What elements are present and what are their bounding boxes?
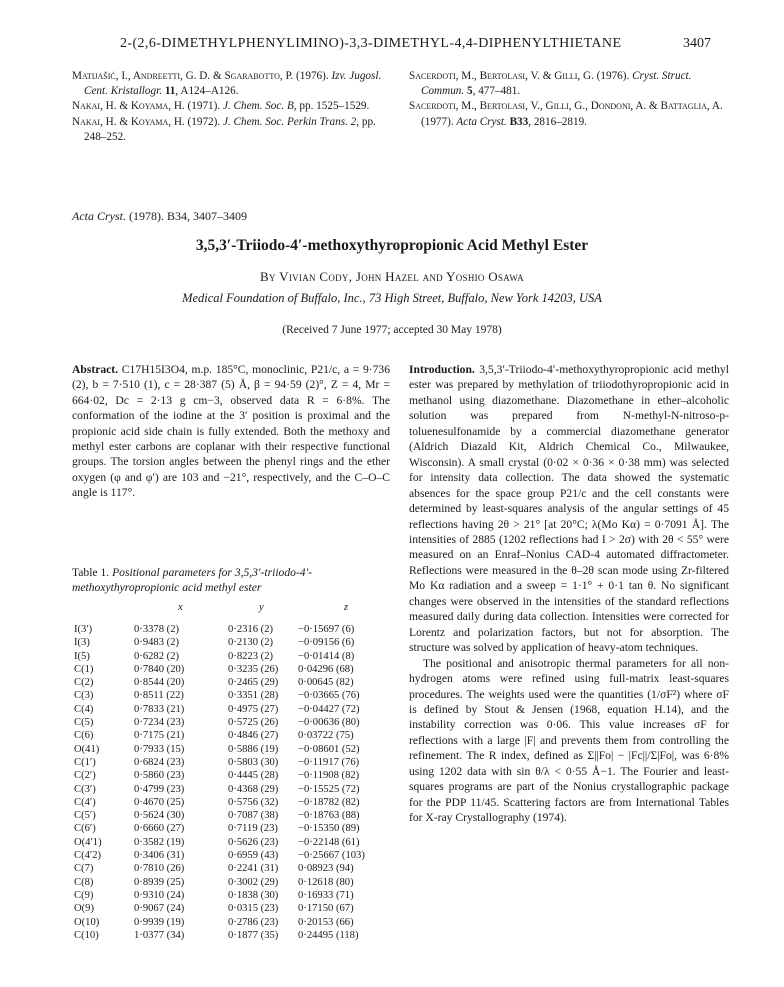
- cell-y: 0·3235 (26): [228, 663, 279, 675]
- cell-z: −0·11917 (76): [298, 756, 360, 768]
- cell-x: 0·7833 (21): [134, 703, 185, 715]
- cell-y: 0·3002 (29): [228, 876, 279, 888]
- cell-z: 0·00645 (82): [298, 677, 354, 689]
- cell-x: 0·3378 (2): [134, 624, 180, 635]
- cell-z: 0·20153 (66): [298, 916, 354, 928]
- table-row: [74, 836, 390, 849]
- table-row: [74, 889, 390, 902]
- abstract: [72, 362, 390, 501]
- cell-z: −0·22148 (61): [298, 836, 360, 848]
- cell-x: 0·3582 (19): [134, 836, 185, 848]
- cell-x: 0·3406 (31): [134, 850, 185, 862]
- cell-x: 0·8511 (22): [134, 690, 184, 702]
- cell-atom: C(6′): [74, 823, 96, 835]
- table-body: [74, 623, 390, 942]
- cell-x: 0·5624 (30): [134, 810, 185, 822]
- page-number: 3407: [683, 36, 711, 51]
- cell-atom: C(1): [74, 663, 94, 675]
- cell-atom: C(4′2): [74, 850, 102, 862]
- cell-x: 0·9483 (2): [134, 637, 180, 649]
- table-row: [74, 650, 390, 663]
- cell-atom: C(6): [74, 730, 94, 742]
- cell-x: 1·0377 (34): [134, 929, 185, 941]
- reference-item: Nakai, H. & Koyama, H. (1971). J. Chem. Soc. B, pp. 1525–1529.: [72, 100, 370, 113]
- cell-x: 0·8939 (25): [134, 876, 185, 888]
- cell-z: −0·00636 (80): [298, 717, 360, 729]
- cell-x: 0·6282 (2): [134, 650, 180, 662]
- cell-x: 0·7933 (15): [134, 743, 185, 755]
- cell-y: 0·4975 (27): [228, 703, 279, 715]
- cell-atom: O(41): [74, 743, 100, 755]
- cell-y: 0·2786 (23): [228, 916, 279, 928]
- table-row: [74, 916, 390, 929]
- cell-x: 0·9939 (19): [134, 916, 185, 928]
- cell-atom: C(10): [74, 929, 99, 941]
- cell-y: 0·4368 (29): [228, 783, 279, 795]
- cell-y: 0·4846 (27): [228, 730, 279, 742]
- table-row: [74, 769, 390, 782]
- cell-y: 0·1838 (30): [228, 889, 279, 901]
- table-row: [74, 876, 390, 889]
- column-header-z: z: [344, 602, 349, 613]
- cell-atom: O(9): [74, 903, 95, 915]
- table-row: [74, 822, 390, 835]
- cell-atom: O(10): [74, 916, 100, 928]
- cell-y: 0·2130 (2): [228, 637, 274, 649]
- cell-atom: C(4′): [74, 796, 96, 808]
- affiliation: Medical Foundation of Buffalo, Inc., 73 High Street, Buffalo, New York 14203, USA: [182, 291, 602, 305]
- positional-parameters-table: [74, 601, 390, 942]
- table-row: [74, 689, 390, 702]
- references-left: [72, 69, 392, 145]
- cell-x: 0·4799 (23): [134, 783, 185, 795]
- cell-y: 0·5803 (30): [228, 756, 279, 768]
- cell-z: −0·18782 (82): [298, 796, 360, 808]
- cell-z: −0·18763 (88): [298, 810, 360, 822]
- cell-atom: C(4): [74, 703, 94, 715]
- table-row: [74, 929, 390, 942]
- cell-y: 0·5886 (19): [228, 743, 279, 755]
- cell-atom: C(1′): [74, 756, 96, 768]
- table-row: [74, 676, 390, 689]
- cell-atom: C(2): [74, 677, 94, 689]
- cell-atom: I(3): [74, 637, 90, 649]
- column-header-y: y: [259, 602, 264, 613]
- table-header-row: [74, 601, 390, 623]
- cell-z: 0·16933 (71): [298, 889, 354, 901]
- cell-atom: C(2′): [74, 770, 96, 782]
- cell-y: 0·0315 (23): [228, 903, 279, 915]
- cell-atom: I(3′): [74, 624, 93, 635]
- cell-z: −0·15697 (6): [298, 624, 355, 635]
- table-row: [74, 716, 390, 729]
- cell-z: −0·03665 (76): [298, 690, 360, 702]
- cell-atom: C(8): [74, 876, 94, 888]
- table-caption: Table 1. Positional parameters for 3,5,3′-triiodo-4′-methoxythyropropionic acid methyl ester: [72, 566, 313, 595]
- table-row: [74, 756, 390, 769]
- table-row: [74, 809, 390, 822]
- cell-x: 0·6660 (27): [134, 823, 185, 835]
- cell-z: 0·04296 (68): [298, 663, 354, 675]
- cell-x: 0·6824 (23): [134, 756, 185, 768]
- table-row: [74, 743, 390, 756]
- cell-x: 0·5860 (23): [134, 770, 185, 782]
- table-row: [74, 729, 390, 742]
- cell-y: 0·4445 (28): [228, 770, 279, 782]
- cell-y: 0·3351 (28): [228, 690, 279, 702]
- cell-z: −0·15525 (72): [298, 783, 360, 795]
- table-row: [74, 849, 390, 862]
- column-header-x: x: [178, 602, 183, 613]
- table-row: [74, 636, 390, 649]
- table-row: [74, 623, 390, 636]
- cell-y: 0·1877 (35): [228, 929, 279, 941]
- table-row: [74, 663, 390, 676]
- intro-paragraph: Introduction. 3,5,3′-Triiodo-4′-methoxythyropropionic acid methyl ester was prepared by methylation of triiodothyropropionic acid in methanol using diazomethane. Diazomethane in ether–alcoholic solution was prepared from N-methyl-N-nitroso-p-toluenesulfonamide by a commercial diazomethane generator (Aldrich Diazald Kit, Aldrich Chemical Co., Milwaukee, Wisconsin). A small crystal (0·02 × 0·36 × 0·38 mm) was selected for intensity data collection. The data showed the systematic absences for the space group P21/c and the cell constants were determined by least-squares analysis of the angular settings of 45 reflections having 2θ > 21° [at 20°C; λ(Mo Kα) = 0·7091 Å]. The intensities of 2885 (1202 reflections had I > 2σ) with 2θ < 55° were measured on an Enraf–Nonius CAD-4 automated diffractometer. Reflections were measured in the θ–2θ scan mode using Zr-filtered Mo Kα radiation and a sweep = 1·1° + 0·1 tan θ. No significant changes were observed in the intensities of the standard reflections measured daily during data collection. Intensities were corrected for Lorentz and polarization factors, but not for absorption. The structure was solved by application of heavy-atom techniques.: [409, 363, 729, 655]
- running-title: 2-(2,6-DIMETHYLPHENYLIMINO)-3,3-DIMETHYL-4,4-DIPHENYLTHIETANE: [120, 36, 622, 51]
- cell-x: 0·7234 (23): [134, 717, 185, 729]
- references-right: [409, 69, 729, 130]
- table-row: [74, 902, 390, 915]
- cell-y: 0·8223 (2): [228, 650, 274, 662]
- cell-x: 0·7175 (21): [134, 730, 185, 742]
- cell-x: 0·9067 (24): [134, 903, 185, 915]
- cell-z: −0·01414 (8): [298, 650, 355, 662]
- cell-x: 0·7810 (26): [134, 863, 185, 875]
- table-row: [74, 703, 390, 716]
- cell-y: 0·7087 (38): [228, 810, 279, 822]
- cell-y: 0·5725 (26): [228, 717, 279, 729]
- reference-item: Nakai, H. & Koyama, H. (1972). J. Chem. Soc. Perkin Trans. 2, pp. 248–252.: [72, 115, 376, 143]
- received-date: (Received 7 June 1977; accepted 30 May 1978): [282, 324, 502, 336]
- cell-z: 0·12618 (80): [298, 876, 354, 888]
- cell-atom: I(5): [74, 650, 90, 662]
- cell-z: 0·17150 (67): [298, 903, 354, 915]
- article-title: 3,5,3′-Triiodo-4′-methoxythyropropionic Acid Methyl Ester: [195, 237, 589, 254]
- cell-y: 0·2465 (29): [228, 677, 279, 689]
- cell-z: −0·04427 (72): [298, 703, 360, 715]
- cell-atom: C(3′): [74, 783, 96, 795]
- cell-z: −0·25667 (103): [298, 850, 365, 862]
- cell-x: 0·7840 (20): [134, 663, 185, 675]
- cell-z: 0·24495 (118): [298, 929, 359, 941]
- cell-z: −0·15350 (89): [298, 823, 360, 835]
- table-row: [74, 862, 390, 875]
- cell-z: 0·03722 (75): [298, 730, 354, 742]
- cell-x: 0·8544 (20): [134, 677, 185, 689]
- cell-y: 0·7119 (23): [228, 823, 278, 835]
- journal-citation: Acta Cryst. (1978). B34, 3407–3409: [72, 209, 247, 223]
- cell-atom: O(4′1): [74, 836, 102, 848]
- page-header: [0, 36, 784, 56]
- cell-y: 0·5626 (23): [228, 836, 279, 848]
- cell-z: −0·11908 (82): [298, 770, 360, 782]
- cell-y: 0·6959 (43): [228, 850, 279, 862]
- article-authors: By Vivian Cody, John Hazel and Yoshio Osawa: [260, 269, 524, 284]
- cell-x: 0·9310 (24): [134, 889, 185, 901]
- cell-z: −0·08601 (52): [298, 743, 360, 755]
- table-row: [74, 783, 390, 796]
- cell-x: 0·4670 (25): [134, 796, 185, 808]
- table-row: [74, 796, 390, 809]
- cell-atom: C(5): [74, 717, 94, 729]
- reference-item: Sacerdoti, M., Bertolasi, V., Gilli, G., Dondoni, A. & Battaglia, A. (1977). Acta Cryst. B33, 2816–2819.: [409, 100, 723, 128]
- cell-atom: C(7): [74, 863, 94, 875]
- cell-atom: C(5′): [74, 810, 96, 822]
- abstract-heading: Abstract.: [72, 363, 119, 376]
- reference-item: Matijašić, I., Andreetti, G. D. & Sgarabotto, P. (1976). Izv. Jugosl. Cent. Kristallogr. 11, A124–A126.: [72, 70, 382, 98]
- cell-y: 0·2316 (2): [228, 624, 274, 635]
- intro-heading: Introduction.: [409, 363, 475, 376]
- cell-atom: C(9): [74, 889, 94, 901]
- cell-y: 0·5756 (32): [228, 796, 279, 808]
- reference-item: Sacerdoti, M., Bertolasi, V. & Gilli, G. (1976). Cryst. Struct. Commun. 5, 477–481.: [409, 70, 692, 98]
- cell-atom: C(3): [74, 690, 94, 702]
- cell-z: 0·08923 (94): [298, 863, 354, 875]
- intro-paragraph: The positional and anisotropic thermal parameters for all non-hydrogen atoms were refined using full-matrix least-squares procedures. The weights used were the quantities (1/σF²) where σF is defined by Stout & Jensen (1968, equation H.14), and the instability correction was 0·06. This value increases σF for reflections with a large |F| and prevents them from controlling the refinement. The R index, defined as Σ||Fo| − |Fc||/Σ|Fo|, was 6·8% using 1202 data with sin θ/λ < 0·55 Å−1. The Fourier and least-squares programs are part of the Nonius crystallographic package for the PDP 11/45. Scattering factors are from International Tables for X-ray Crystallography (1974).: [409, 656, 729, 825]
- cell-y: 0·2241 (31): [228, 863, 279, 875]
- abstract-text: C17H15I3O4, m.p. 185°C, monoclinic, P21/c, a = 9·736 (2), b = 7·510 (1), c = 28·387 (5) Å, β = 94·59 (2)°, Z = 4, Mr = 664·02, Dc = 2·13 g cm−3, observed data R = 6·8%. The conformation of the iodine at the 3′ position is proximal and the propionic acid side chain is fully extended. Both the methoxy and methyl ester carbons are coplanar with their respective functional groups. The torsion angles between the phenyl rings and the ether oxygen (φ and φ′) are 103 and −21°, respectively, and the C–O–C angle is 117°.: [72, 363, 390, 500]
- introduction: [409, 362, 729, 826]
- cell-z: −0·09156 (6): [298, 637, 355, 649]
